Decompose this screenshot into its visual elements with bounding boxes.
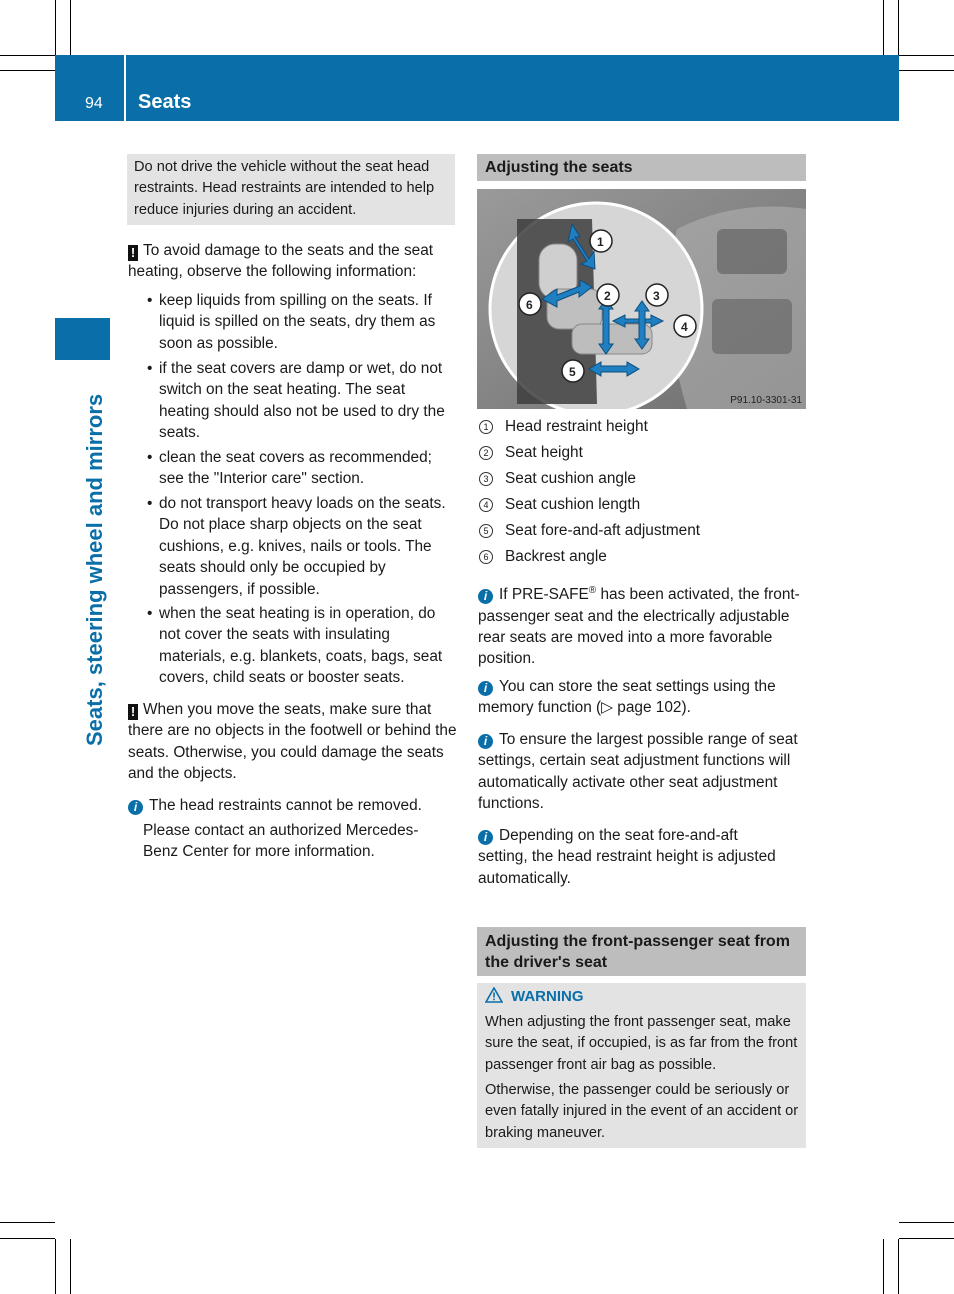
legend-label: Backrest angle: [505, 548, 607, 565]
list-item: •: [147, 495, 153, 512]
legend-item: [479, 416, 648, 437]
page-number: 94: [85, 95, 103, 112]
registered-mark: ®: [588, 585, 597, 596]
seat-controls-illustration: [477, 189, 806, 409]
list-item: •: [147, 360, 153, 377]
crop-mark: [0, 55, 55, 56]
crop-mark: [883, 0, 884, 55]
crop-mark: [899, 1238, 954, 1239]
list-item: •: [147, 292, 153, 309]
legend-number-4: 4: [479, 498, 493, 512]
crop-mark: [0, 1238, 55, 1239]
crop-mark: [70, 0, 71, 55]
info-note: [128, 795, 458, 816]
section-heading: Adjusting the front-passenger seat from the driver's seat: [477, 927, 806, 976]
warning-label: WARNING: [511, 988, 584, 1005]
warning-box-text: Do not drive the vehicle without the seat head restraints. Head restraints are intended to help reduce injuries during an accident.: [134, 159, 435, 218]
section-heading: Adjusting the seats: [477, 154, 806, 181]
list-item-text: do not transport heavy loads on the seats. Do not place sharp objects on the seat cushions, e.g. knives, nails or tools. The seats should only be occupied by passengers, if possible.: [159, 495, 446, 598]
legend-item: [479, 468, 636, 489]
info-text: has been activated, the front-passenger seat and the electrically adjustable rear seats are moved into a more favorable position.: [478, 586, 800, 668]
legend-item: [479, 520, 700, 541]
chapter-tab: [55, 318, 110, 360]
crop-mark: [0, 1222, 55, 1223]
info-icon: i: [478, 589, 493, 604]
list-item: •: [147, 605, 153, 622]
crop-mark: [55, 0, 56, 55]
legend-label: Seat fore-and-aft adjustment: [505, 522, 701, 539]
legend-number-5: 5: [479, 524, 493, 538]
caution-note-1: [128, 240, 458, 283]
caution-note-2: [128, 699, 458, 785]
info-icon: i: [478, 681, 493, 696]
legend-number-3: 3: [479, 472, 493, 486]
list-item-text: if the seat covers are damp or wet, do not switch on the seat heating. The seat heating should also not be used to dry the seats.: [159, 360, 445, 442]
crop-mark: [883, 1239, 884, 1294]
info-text: Depending on the seat fore-and-aft setting, the head restraint height is adjusted automatically.: [478, 827, 776, 887]
crop-mark: [0, 70, 55, 71]
info-text: If PRE-SAFE: [499, 586, 589, 604]
list-item-text: clean the seat covers as recommended; see the "Interior care" section.: [159, 449, 432, 488]
list-item-text: keep liquids from spilling on the seats. If liquid is spilled on the seats, dry them as soon as possible.: [159, 292, 436, 352]
seat-controls-figure: [477, 189, 806, 409]
legend-number-1: 1: [479, 420, 493, 434]
legend-label: Seat height: [505, 444, 583, 461]
legend-item: [479, 546, 607, 567]
info-note-continued: Please contact an authorized Mercedes-Benz Center for more information.: [143, 822, 419, 861]
caution-note-1-text: To avoid damage to the seats and the seat heating, observe the following information:: [128, 242, 434, 281]
info-icon: i: [478, 734, 493, 749]
warning-triangle-icon: [485, 987, 503, 1003]
exclamation-icon: !: [128, 245, 138, 261]
crop-mark: [898, 0, 899, 55]
crop-mark: [899, 1222, 954, 1223]
legend-label: Head restraint height: [505, 418, 648, 435]
legend-label: Seat cushion angle: [505, 470, 636, 487]
warning-header: [485, 986, 584, 1007]
warning-text: Otherwise, the passenger could be seriously or even fatally injured in the event of an accident or braking maneuver.: [485, 1082, 799, 1141]
section-title: Seats: [138, 91, 192, 113]
info-note: [478, 580, 808, 670]
crop-mark: [899, 70, 954, 71]
warning-text: When adjusting the front passenger seat, make sure the seat, if occupied, is as far from the front passenger front air bag as possible.: [485, 1014, 798, 1073]
legend-label: Seat cushion length: [505, 496, 641, 513]
svg-text:6: 6: [526, 298, 533, 312]
crop-mark: [899, 55, 954, 56]
crop-mark: [55, 1239, 56, 1294]
svg-text:1: 1: [597, 235, 604, 249]
legend-item: [479, 442, 583, 463]
page-header: [55, 55, 899, 121]
svg-text:3: 3: [653, 289, 660, 303]
caution-note-2-text: When you move the seats, make sure that there are no objects in the footwell or behind the seats. Otherwise, you could damage the seats and the objects.: [128, 701, 457, 783]
svg-text:5: 5: [569, 365, 576, 379]
info-note: [478, 729, 808, 815]
legend-number-6: 6: [479, 550, 493, 564]
list-item-text: when the seat heating is in operation, do not cover the seats with insulating materials, e.g. blankets, coats, bags, seat covers, child seats or booster seats.: [159, 605, 443, 687]
list-item: •: [147, 449, 153, 466]
info-text: To ensure the largest possible range of seat settings, certain seat adjustment functions will automatically activate other seat adjustment functions.: [478, 731, 798, 813]
crop-mark: [70, 1239, 71, 1294]
exclamation-icon: !: [128, 704, 138, 720]
svg-text:4: 4: [681, 320, 688, 334]
info-icon: i: [128, 800, 143, 815]
info-note: [478, 676, 808, 719]
chapter-title: Seats, steering wheel and mirrors: [82, 393, 107, 746]
svg-text:2: 2: [604, 289, 611, 303]
info-note: [478, 825, 778, 889]
crop-mark: [898, 1239, 899, 1294]
info-text: You can store the seat settings using the memory function (▷ page 102).: [478, 678, 776, 717]
header-divider: [124, 55, 126, 121]
figure-code: P91.10-3301-31: [730, 395, 802, 406]
legend-item: [479, 494, 640, 515]
legend-number-2: 2: [479, 446, 493, 460]
info-icon: i: [478, 830, 493, 845]
info-note-text: The head restraints cannot be removed.: [149, 797, 422, 814]
